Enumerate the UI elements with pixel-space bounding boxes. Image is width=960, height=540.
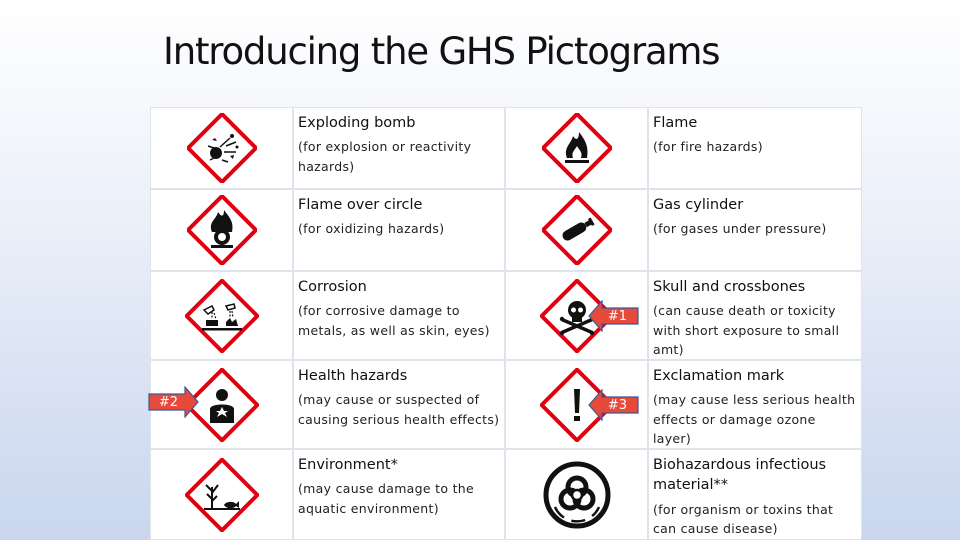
pictogram-name: Skull and crossbones	[653, 279, 806, 295]
pictogram-desc: (for corrosive damage to metals, as well as skin, eyes)	[298, 303, 490, 338]
biohazard-icon	[540, 458, 614, 532]
corrosion-icon	[185, 279, 259, 353]
pictogram-name: Flame	[653, 115, 698, 131]
pictogram-cell-flame	[505, 107, 648, 189]
pictogram-desc: (for fire hazards)	[653, 139, 763, 155]
pictogram-desc: (for oxidizing hazards)	[298, 221, 445, 237]
pictogram-text-skull-crossbones	[648, 271, 862, 360]
pictogram-cell-flame-over-circle	[150, 189, 293, 271]
pictogram-table	[150, 107, 862, 540]
pictogram-desc: (for gases under pressure)	[653, 221, 827, 237]
pictogram-desc: (can cause death or toxicity with short exposure to small amt)	[653, 303, 840, 358]
pictogram-desc: (may cause or suspected of causing serious health effects)	[298, 392, 500, 427]
callout-tag-2	[148, 386, 199, 418]
pictogram-name: Health hazards	[298, 368, 408, 384]
pictogram-text-health-hazard	[293, 360, 505, 449]
pictogram-desc: (may cause damage to the aquatic environment)	[298, 481, 474, 516]
callout-tag-2-label: #2	[158, 394, 179, 410]
pictogram-name: Exploding bomb	[298, 115, 416, 131]
gas-cylinder-icon	[542, 195, 612, 265]
pictogram-cell-corrosion	[150, 271, 293, 360]
pictogram-desc: (may cause less serious health effects or damage ozone layer)	[653, 392, 856, 447]
callout-tag-3-label: #3	[607, 397, 628, 413]
pictogram-cell-biohazard	[505, 449, 648, 540]
callout-tag-1-label: #1	[607, 308, 628, 324]
pictogram-desc: (for organism or toxins that can cause disease)	[653, 501, 834, 536]
flame-icon	[542, 113, 612, 183]
environment-icon	[185, 458, 259, 532]
exploding-bomb-icon	[187, 113, 257, 183]
pictogram-name: Flame over circle	[298, 197, 423, 213]
pictogram-text-flame-over-circle	[293, 189, 505, 271]
pictogram-name: Environment*	[298, 457, 398, 473]
pictogram-text-gas-cylinder	[648, 189, 862, 271]
callout-tag-3	[588, 389, 639, 421]
pictogram-cell-exploding-bomb	[150, 107, 293, 189]
pictogram-cell-gas-cylinder	[505, 189, 648, 271]
pictogram-cell-skull-crossbones	[505, 271, 648, 360]
pictogram-name: Biohazardous infectious material**	[653, 457, 827, 494]
pictogram-name: Gas cylinder	[653, 197, 744, 213]
pictogram-cell-exclamation-mark	[505, 360, 648, 449]
pictogram-name: Exclamation mark	[653, 368, 785, 384]
pictogram-text-exploding-bomb	[293, 107, 505, 189]
pictogram-cell-environment	[150, 449, 293, 540]
pictogram-text-environment	[293, 449, 505, 540]
pictogram-name: Corrosion	[298, 279, 367, 295]
callout-tag-1	[588, 300, 639, 332]
flame-over-circle-icon	[187, 195, 257, 265]
pictogram-desc: (for explosion or reactivity hazards)	[298, 139, 472, 174]
pictogram-text-flame	[648, 107, 862, 189]
pictogram-text-corrosion	[293, 271, 505, 360]
page-title: Introducing the GHS Pictograms	[163, 30, 720, 73]
pictogram-text-biohazard	[648, 449, 862, 540]
pictogram-text-exclamation-mark	[648, 360, 862, 449]
